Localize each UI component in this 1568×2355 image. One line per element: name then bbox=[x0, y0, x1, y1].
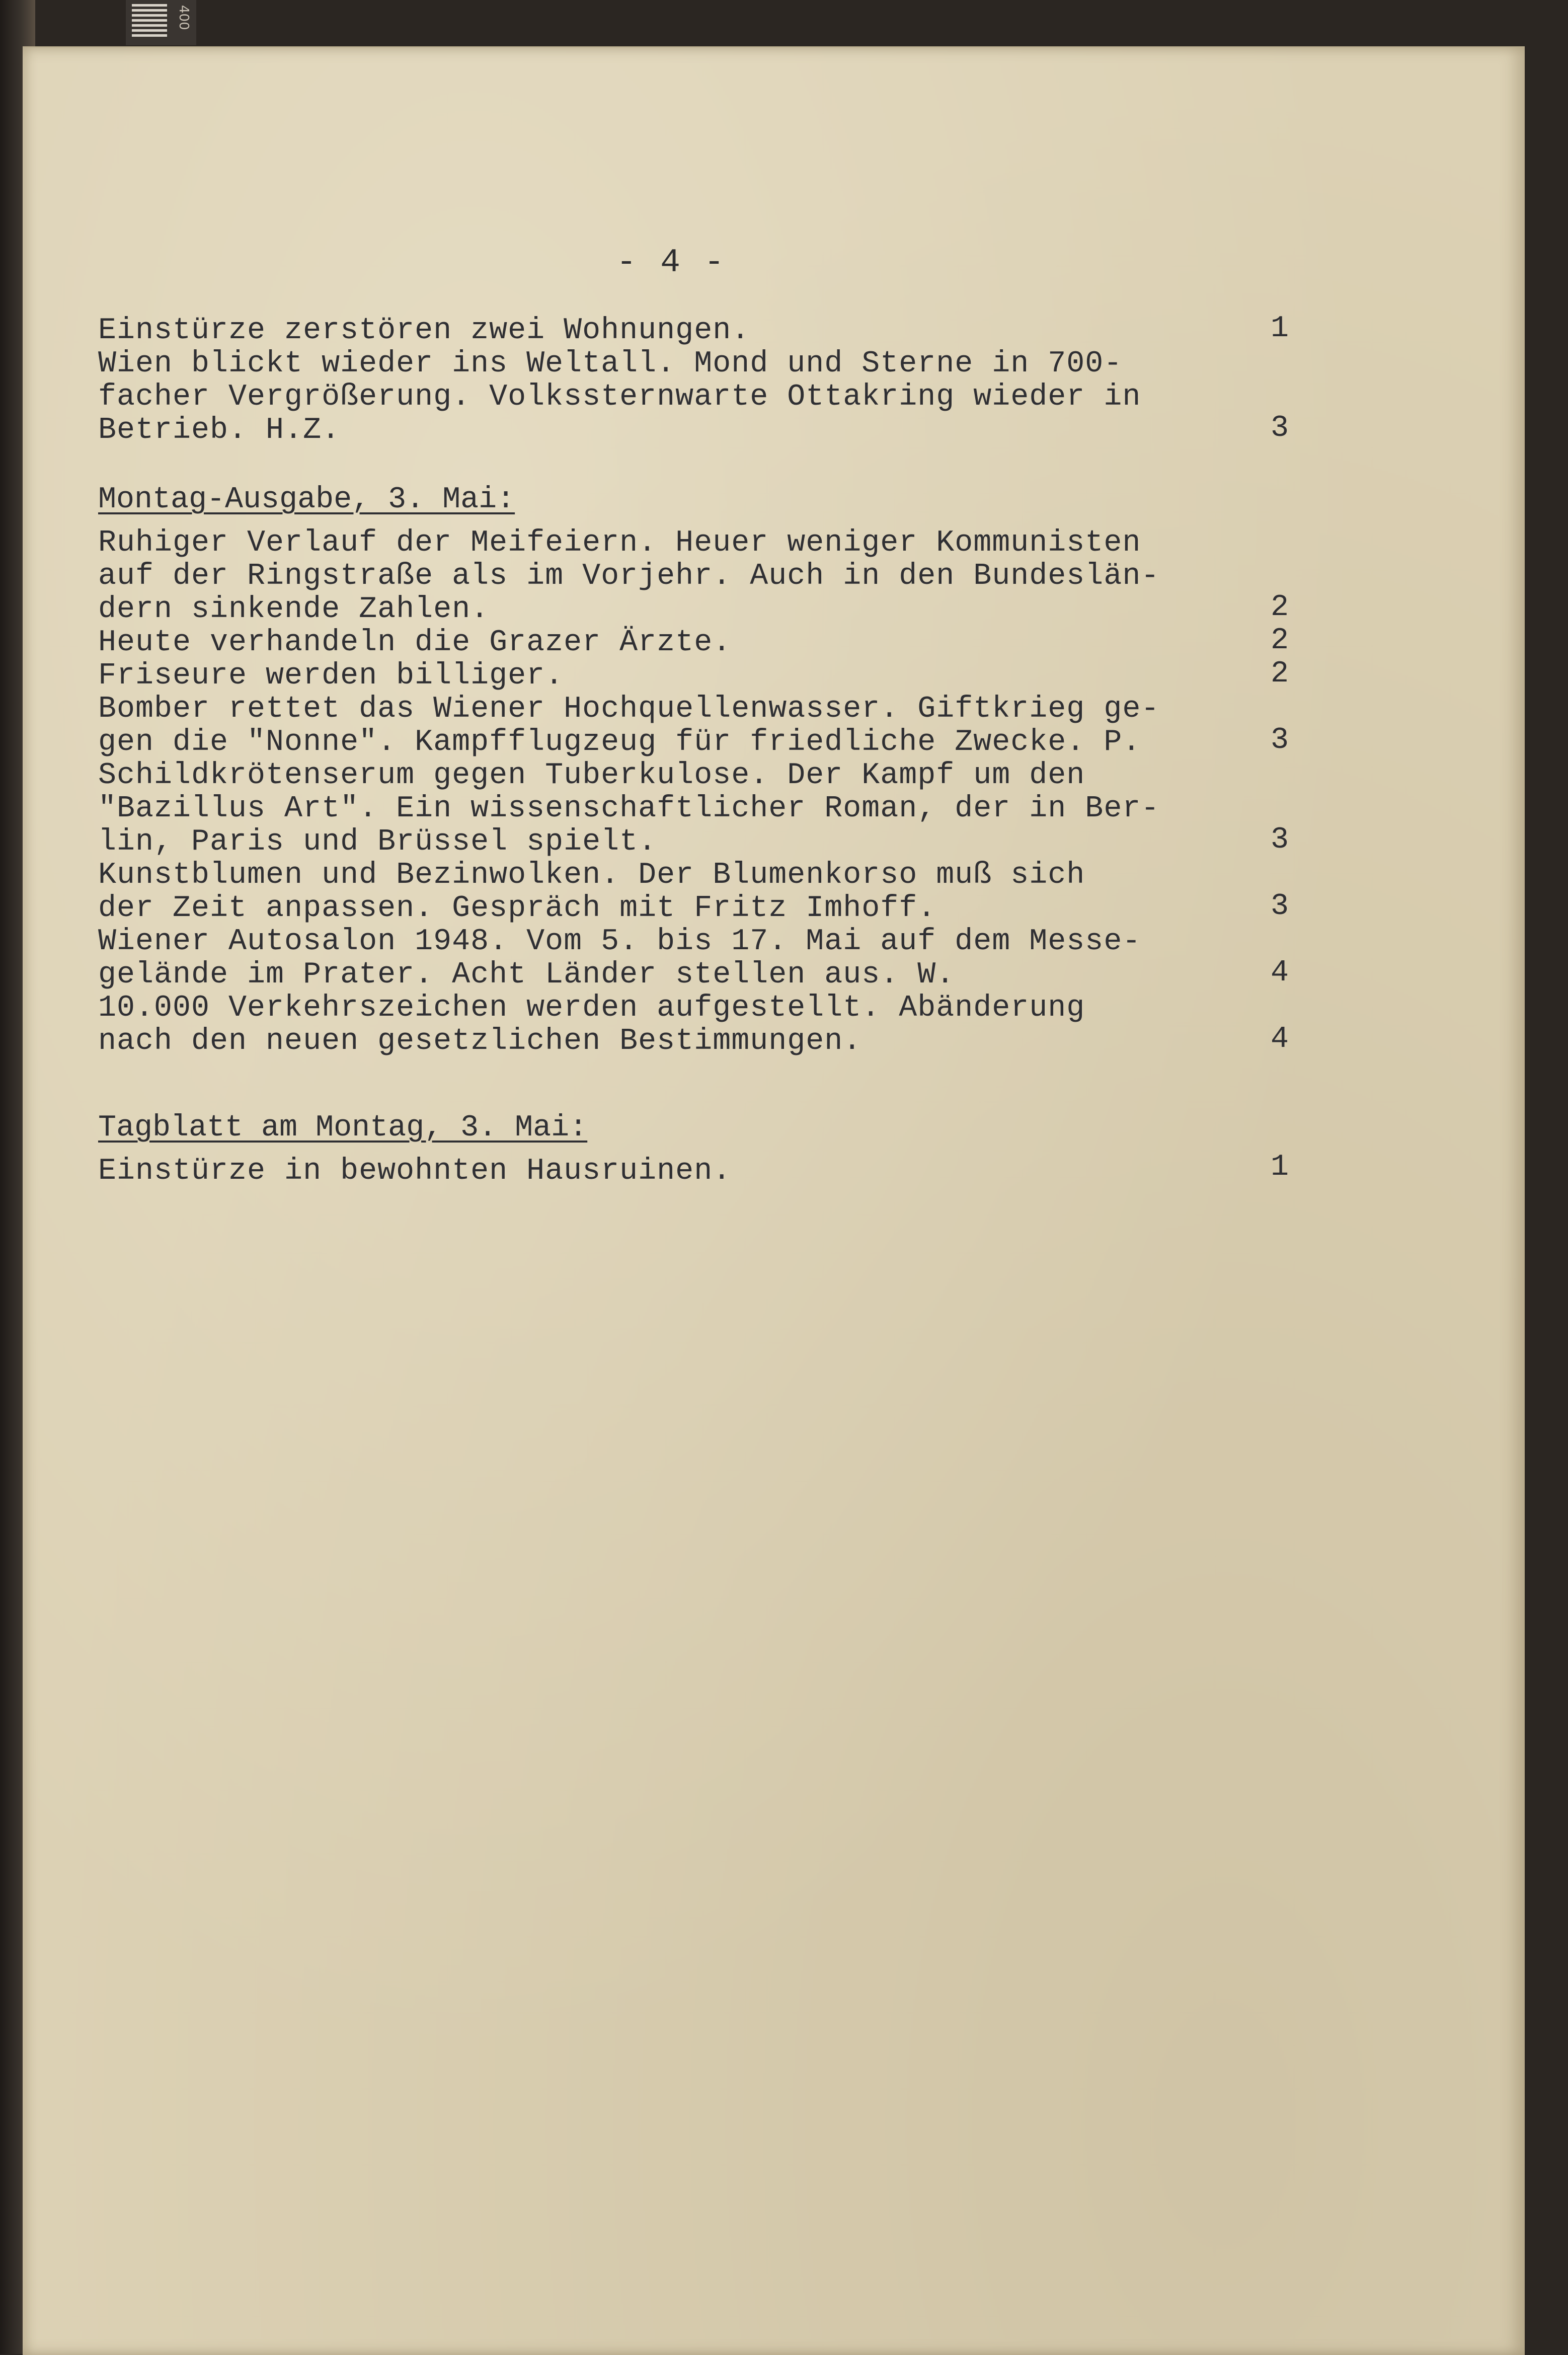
text-line: Heute verhandeln die Grazer Ärzte. bbox=[98, 626, 732, 660]
text-line: der Zeit anpassen. Gespräch mit Fritz Imhoff. bbox=[98, 891, 936, 926]
page-reference: 3 bbox=[1271, 889, 1289, 924]
page-reference: 3 bbox=[1271, 723, 1289, 757]
text-line: 10.000 Verkehrszeichen werden aufgestellt. Abänderung bbox=[98, 991, 1085, 1025]
text-line: auf der Ringstraße als im Vorjehr. Auch in den Bundeslän- bbox=[98, 559, 1160, 593]
text-line: lin, Paris und Brüssel spielt. bbox=[98, 825, 657, 859]
text-line: gen die "Nonne". Kampfflugzeug für friedliche Zwecke. P. bbox=[98, 725, 1141, 759]
text-line: Friseure werden billiger. bbox=[98, 659, 564, 693]
text-line: dern sinkende Zahlen. bbox=[98, 592, 490, 627]
text-line: "Bazillus Art". Ein wissenschaftlicher Roman, der in Ber- bbox=[98, 792, 1160, 826]
section-heading: Tagblatt am Montag, 3. Mai: bbox=[98, 1111, 588, 1145]
text-line: Ruhiger Verlauf der Meifeiern. Heuer weniger Kommunisten bbox=[98, 526, 1141, 560]
text-line: Einstürze zerstören zwei Wohnungen. bbox=[98, 314, 750, 348]
page-reference: 4 bbox=[1271, 1022, 1289, 1056]
page-reference: 3 bbox=[1271, 411, 1289, 445]
page-reference: 2 bbox=[1271, 624, 1289, 658]
section-heading: Montag-Ausgabe, 3. Mai: bbox=[98, 483, 515, 517]
text-line: Bomber rettet das Wiener Hochquellenwasser. Giftkrieg ge- bbox=[98, 692, 1160, 726]
text-line: nach den neuen gesetzlichen Bestimmungen. bbox=[98, 1024, 862, 1058]
page-reference: 4 bbox=[1271, 956, 1289, 990]
page-reference: 1 bbox=[1271, 312, 1289, 346]
document-page bbox=[23, 46, 1525, 2355]
text-line: facher Vergrößerung. Volkssternwarte Ottakring wieder in bbox=[98, 380, 1141, 414]
text-line: gelände im Prater. Acht Länder stellen aus. W. bbox=[98, 958, 955, 992]
page-reference: 2 bbox=[1271, 657, 1289, 691]
page-reference: 3 bbox=[1271, 823, 1289, 857]
text-line: Schildkrötenserum gegen Tuberkulose. Der Kampf um den bbox=[98, 758, 1085, 793]
text-line: Kunstblumen und Bezinwolken. Der Blumenkorso muß sich bbox=[98, 858, 1085, 892]
ruler-ticks bbox=[132, 4, 167, 39]
text-line: Wien blickt wieder ins Weltall. Mond und Sterne in 700- bbox=[98, 347, 1123, 381]
ruler-label: 400 bbox=[176, 5, 191, 30]
text-line: Betrieb. H.Z. bbox=[98, 413, 341, 447]
text-line: Einstürze in bewohnten Hausruinen. bbox=[98, 1154, 732, 1188]
page-reference: 1 bbox=[1271, 1150, 1289, 1184]
page-number: - 4 - bbox=[616, 244, 727, 281]
page-reference: 2 bbox=[1271, 590, 1289, 625]
text-line: Wiener Autosalon 1948. Vom 5. bis 17. Mai auf dem Messe- bbox=[98, 925, 1141, 959]
